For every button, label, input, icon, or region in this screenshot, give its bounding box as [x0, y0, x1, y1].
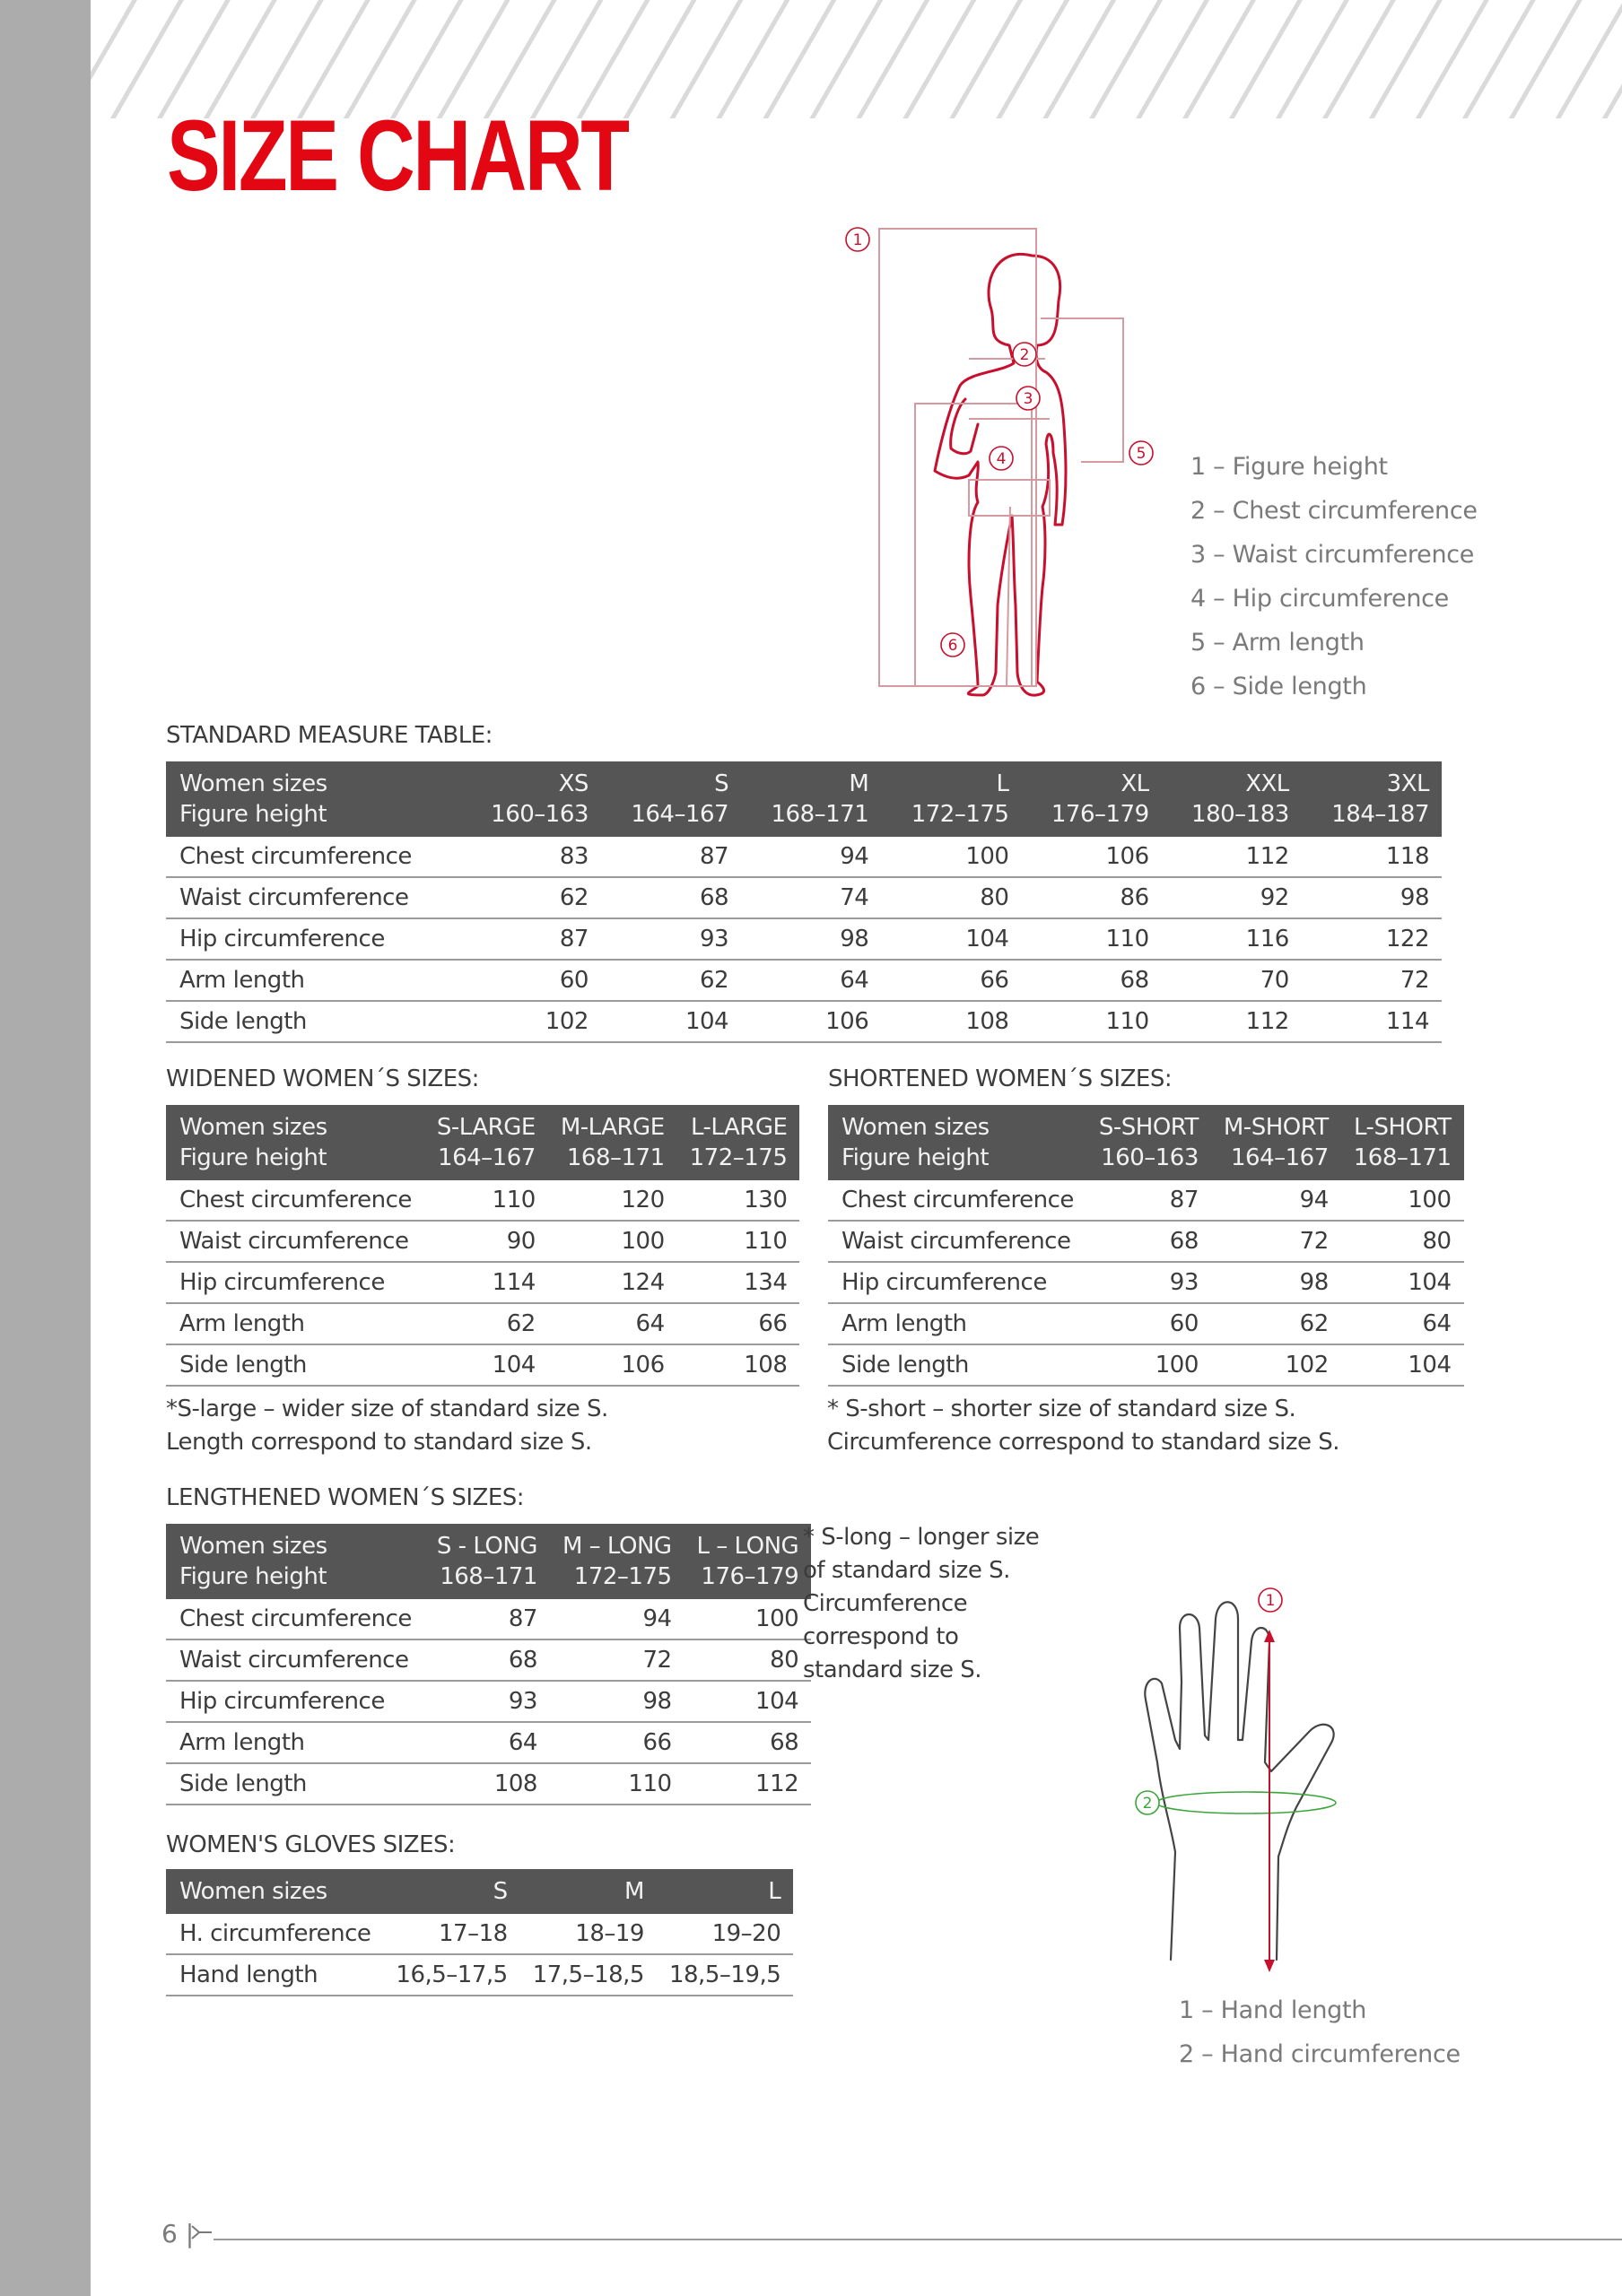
body-measurement-figure	[834, 220, 1157, 704]
table-cell: 108	[881, 1001, 1021, 1042]
table-cell: 64	[424, 1722, 550, 1763]
table-cell: 87	[424, 1599, 550, 1639]
row-label: Hip circumference	[828, 1262, 1086, 1303]
body-figure-legend	[1190, 445, 1478, 709]
note-line: Circumference	[803, 1590, 968, 1617]
table-row	[828, 1221, 1464, 1262]
table-cell: 100	[881, 837, 1021, 877]
table-cell: 72	[1211, 1221, 1341, 1262]
row-label: Arm length	[828, 1303, 1086, 1344]
legend-item: 1 – Hand length	[1179, 1996, 1367, 2024]
column-header: M	[520, 1869, 657, 1914]
column-header: Women sizes	[166, 1869, 383, 1914]
column-header: L	[881, 761, 1021, 799]
table-cell: 17,5–18,5	[520, 1954, 657, 1996]
note-line: * S-long – longer size	[803, 1524, 1040, 1551]
table-cell: 100	[1086, 1344, 1211, 1386]
table-cell: 110	[550, 1763, 685, 1805]
row-label: Side length	[166, 1344, 424, 1386]
table-cell: 62	[424, 1303, 548, 1344]
legend-item: 1 – Figure height	[1190, 453, 1388, 481]
hand-figure-legend	[1179, 1988, 1461, 2076]
column-header: Women sizes	[166, 1105, 424, 1143]
table-cell: 64	[1341, 1303, 1464, 1344]
shortened-table-label: SHORTENED WOMEN´S SIZES:	[828, 1065, 1173, 1092]
row-label: Hand length	[166, 1954, 383, 1996]
table-cell: 66	[677, 1303, 800, 1344]
column-header: S-SHORT	[1086, 1105, 1211, 1143]
table-cell: 62	[461, 877, 601, 918]
note-line: Length correspond to standard size S.	[166, 1429, 592, 1456]
row-label: Side length	[828, 1344, 1086, 1386]
table-row	[828, 1262, 1464, 1303]
table-cell: 94	[1211, 1180, 1341, 1221]
table-row	[166, 1180, 799, 1221]
hand-circumference-line	[1156, 1792, 1336, 1813]
table-row	[166, 1303, 799, 1344]
note-line: correspond to	[803, 1623, 959, 1650]
legend-item: 6 – Side length	[1190, 673, 1367, 700]
row-label: Hip circumference	[166, 1681, 424, 1722]
table-row	[828, 1303, 1464, 1344]
column-header: M-SHORT	[1211, 1105, 1341, 1143]
row-label: Hip circumference	[166, 918, 461, 960]
column-subheader: 184–187	[1302, 799, 1442, 837]
table-cell: 94	[550, 1599, 685, 1639]
table-cell: 98	[1211, 1262, 1341, 1303]
table-cell: 98	[741, 918, 881, 960]
table-cell: 16,5–17,5	[383, 1954, 519, 1996]
table-cell: 87	[1086, 1180, 1211, 1221]
table-header-height-row	[828, 1143, 1464, 1180]
column-header: Women sizes	[828, 1105, 1086, 1143]
table-cell: 112	[685, 1763, 812, 1805]
table-cell: 110	[1021, 1001, 1161, 1042]
table-row	[166, 1221, 799, 1262]
table-cell: 87	[601, 837, 741, 877]
column-header: XS	[461, 761, 601, 799]
table-cell: 60	[1086, 1303, 1211, 1344]
table-cell: 104	[601, 1001, 741, 1042]
legend-item: 4 – Hip circumference	[1190, 585, 1449, 613]
table-cell: 116	[1162, 918, 1302, 960]
table-row	[828, 1180, 1464, 1221]
row-label: Arm length	[166, 1303, 424, 1344]
widened-sizes-table	[166, 1105, 799, 1387]
row-label: Side length	[166, 1763, 424, 1805]
row-label: H. circumference	[166, 1914, 383, 1954]
legend-item: 5 – Arm length	[1190, 629, 1365, 657]
row-label: Chest circumference	[166, 837, 461, 877]
row-label: Arm length	[166, 960, 461, 1001]
table-cell: 108	[424, 1763, 550, 1805]
figure-marker-6-label: 6	[947, 637, 958, 655]
table-cell: 68	[1086, 1221, 1211, 1262]
table-row	[166, 1681, 811, 1722]
table-cell: 104	[424, 1344, 548, 1386]
column-subheader: 164–167	[1211, 1143, 1341, 1180]
standard-table-label: STANDARD MEASURE TABLE:	[166, 722, 493, 749]
table-cell: 104	[1341, 1344, 1464, 1386]
footer-rule	[214, 2239, 1622, 2240]
table-cell: 17–18	[383, 1914, 519, 1954]
table-row	[166, 1763, 811, 1805]
lengthened-note	[803, 1521, 1039, 1687]
column-subheader: 160–163	[1086, 1143, 1211, 1180]
table-cell: 100	[548, 1221, 677, 1262]
lengthened-sizes-table	[166, 1524, 811, 1805]
table-cell: 114	[1302, 1001, 1442, 1042]
table-cell: 64	[741, 960, 881, 1001]
table-cell: 98	[1302, 877, 1442, 918]
column-subheader: 172–175	[677, 1143, 800, 1180]
column-subheader: 180–183	[1162, 799, 1302, 837]
legend-item: 3 – Waist circumference	[1190, 541, 1475, 569]
legend-item: 2 – Chest circumference	[1190, 497, 1478, 525]
table-cell: 122	[1302, 918, 1442, 960]
hand-marker-1-label: 1	[1265, 1592, 1276, 1610]
table-cell: 104	[1341, 1262, 1464, 1303]
hand-measurement-figure	[1126, 1583, 1413, 1978]
table-cell: 80	[685, 1639, 812, 1681]
table-row	[166, 1954, 793, 1996]
column-subheader: 168–171	[1341, 1143, 1464, 1180]
column-subheader: 168–171	[741, 799, 881, 837]
column-header: M-LARGE	[548, 1105, 677, 1143]
note-line: * S-short – shorter size of standard size S.	[827, 1396, 1296, 1422]
table-row	[166, 1639, 811, 1681]
row-label: Waist circumference	[166, 877, 461, 918]
table-row	[166, 877, 1442, 918]
table-cell: 72	[1302, 960, 1442, 1001]
shortened-sizes-table	[828, 1105, 1464, 1387]
column-header: M	[741, 761, 881, 799]
table-header-sizes-row	[166, 1524, 811, 1561]
figure-marker-4-label: 4	[996, 450, 1007, 468]
table-cell: 100	[1341, 1180, 1464, 1221]
column-subheader: 168–171	[424, 1561, 550, 1599]
page-title: SIZE CHART	[167, 100, 628, 212]
column-subheader: 164–167	[424, 1143, 548, 1180]
table-row	[166, 960, 1442, 1001]
table-cell: 68	[601, 877, 741, 918]
row-label: Chest circumference	[166, 1180, 424, 1221]
table-cell: 110	[424, 1180, 548, 1221]
column-header: 3XL	[1302, 761, 1442, 799]
table-cell: 100	[685, 1599, 812, 1639]
table-header-height-row	[166, 799, 1442, 837]
table-row	[166, 918, 1442, 960]
table-cell: 74	[741, 877, 881, 918]
column-subheader: 172–175	[550, 1561, 685, 1599]
table-row	[828, 1344, 1464, 1386]
table-cell: 90	[424, 1221, 548, 1262]
table-cell: 19–20	[657, 1914, 793, 1954]
table-cell: 120	[548, 1180, 677, 1221]
column-subheader: 160–163	[461, 799, 601, 837]
column-header: M – LONG	[550, 1524, 685, 1561]
widened-note	[166, 1393, 608, 1459]
table-cell: 80	[881, 877, 1021, 918]
column-header: L – LONG	[685, 1524, 812, 1561]
row-label: Hip circumference	[166, 1262, 424, 1303]
table-header-height-row	[166, 1561, 811, 1599]
column-subheader: Figure height	[166, 1143, 424, 1180]
table-cell: 134	[677, 1262, 800, 1303]
column-header: XXL	[1162, 761, 1302, 799]
table-cell: 108	[677, 1344, 800, 1386]
table-row	[166, 1344, 799, 1386]
row-label: Side length	[166, 1001, 461, 1042]
table-cell: 66	[550, 1722, 685, 1763]
column-header: S	[601, 761, 741, 799]
table-cell: 94	[741, 837, 881, 877]
row-label: Waist circumference	[828, 1221, 1086, 1262]
row-label: Chest circumference	[166, 1599, 424, 1639]
table-row	[166, 1001, 1442, 1042]
table-cell: 80	[1341, 1221, 1464, 1262]
row-label: Arm length	[166, 1722, 424, 1763]
figure-marker-1-label: 1	[852, 231, 863, 249]
table-header-height-row	[166, 1143, 799, 1180]
note-line: *S-large – wider size of standard size S.	[166, 1396, 608, 1422]
table-row	[166, 1262, 799, 1303]
column-subheader: Figure height	[166, 1561, 424, 1599]
table-cell: 92	[1162, 877, 1302, 918]
column-subheader: 168–171	[548, 1143, 677, 1180]
table-header-sizes-row	[166, 1869, 793, 1914]
standard-measure-table	[166, 761, 1442, 1043]
table-cell: 68	[1021, 960, 1161, 1001]
gloves-table-label: WOMEN'S GLOVES SIZES:	[166, 1831, 456, 1858]
table-cell: 93	[1086, 1262, 1211, 1303]
table-header-sizes-row	[166, 1105, 799, 1143]
table-cell: 104	[685, 1681, 812, 1722]
widened-table-label: WIDENED WOMEN´S SIZES:	[166, 1065, 479, 1092]
table-row	[166, 1914, 793, 1954]
table-row	[166, 837, 1442, 877]
table-cell: 64	[548, 1303, 677, 1344]
row-label: Waist circumference	[166, 1221, 424, 1262]
column-header: L	[657, 1869, 793, 1914]
lengthened-table-label: LENGTHENED WOMEN´S SIZES:	[166, 1484, 525, 1511]
column-header: XL	[1021, 761, 1161, 799]
table-cell: 68	[424, 1639, 550, 1681]
column-subheader: Figure height	[828, 1143, 1086, 1180]
table-cell: 62	[1211, 1303, 1341, 1344]
table-cell: 83	[461, 837, 601, 877]
column-subheader: Figure height	[166, 799, 461, 837]
table-row	[166, 1722, 811, 1763]
table-cell: 60	[461, 960, 601, 1001]
column-header: S	[383, 1869, 519, 1914]
table-cell: 66	[881, 960, 1021, 1001]
gloves-sizes-table	[166, 1869, 793, 1996]
table-cell: 93	[601, 918, 741, 960]
table-cell: 104	[881, 918, 1021, 960]
column-header: L-SHORT	[1341, 1105, 1464, 1143]
table-cell: 72	[550, 1639, 685, 1681]
left-sidebar-band	[0, 0, 91, 2296]
table-cell: 102	[1211, 1344, 1341, 1386]
column-header: Women sizes	[166, 761, 461, 799]
table-header-sizes-row	[166, 761, 1442, 799]
table-cell: 124	[548, 1262, 677, 1303]
table-cell: 70	[1162, 960, 1302, 1001]
figure-marker-5-label: 5	[1136, 445, 1147, 463]
column-subheader: 172–175	[881, 799, 1021, 837]
table-cell: 18–19	[520, 1914, 657, 1954]
column-subheader: 176–179	[1021, 799, 1161, 837]
table-cell: 130	[677, 1180, 800, 1221]
figure-marker-3-label: 3	[1023, 390, 1033, 408]
table-cell: 118	[1302, 837, 1442, 877]
note-line: of standard size S.	[803, 1557, 1010, 1584]
table-cell: 106	[548, 1344, 677, 1386]
table-cell: 98	[550, 1681, 685, 1722]
table-cell: 87	[461, 918, 601, 960]
table-cell: 18,5–19,5	[657, 1954, 793, 1996]
column-subheader: 164–167	[601, 799, 741, 837]
note-line: Circumference correspond to standard size S.	[827, 1429, 1340, 1456]
table-row	[166, 1599, 811, 1639]
table-cell: 112	[1162, 1001, 1302, 1042]
table-cell: 106	[741, 1001, 881, 1042]
table-cell: 68	[685, 1722, 812, 1763]
figure-marker-2-label: 2	[1019, 346, 1030, 364]
table-cell: 112	[1162, 837, 1302, 877]
table-cell: 110	[677, 1221, 800, 1262]
column-header: Women sizes	[166, 1524, 424, 1561]
table-cell: 102	[461, 1001, 601, 1042]
table-cell: 110	[1021, 918, 1161, 960]
page-number: 6 |	[161, 2219, 195, 2248]
column-header: L-LARGE	[677, 1105, 800, 1143]
note-line: standard size S.	[803, 1657, 982, 1683]
column-subheader: 176–179	[685, 1561, 812, 1599]
row-label: Waist circumference	[166, 1639, 424, 1681]
table-cell: 93	[424, 1681, 550, 1722]
legend-item: 2 – Hand circumference	[1179, 2040, 1461, 2068]
shortened-note	[827, 1393, 1339, 1459]
column-header: S - LONG	[424, 1524, 550, 1561]
table-cell: 62	[601, 960, 741, 1001]
table-cell: 86	[1021, 877, 1161, 918]
row-label: Chest circumference	[828, 1180, 1086, 1221]
table-header-sizes-row	[828, 1105, 1464, 1143]
column-header: S-LARGE	[424, 1105, 548, 1143]
brand-logo-icon	[190, 2222, 214, 2242]
table-cell: 114	[424, 1262, 548, 1303]
table-cell: 106	[1021, 837, 1161, 877]
hand-marker-2-label: 2	[1142, 1795, 1153, 1813]
